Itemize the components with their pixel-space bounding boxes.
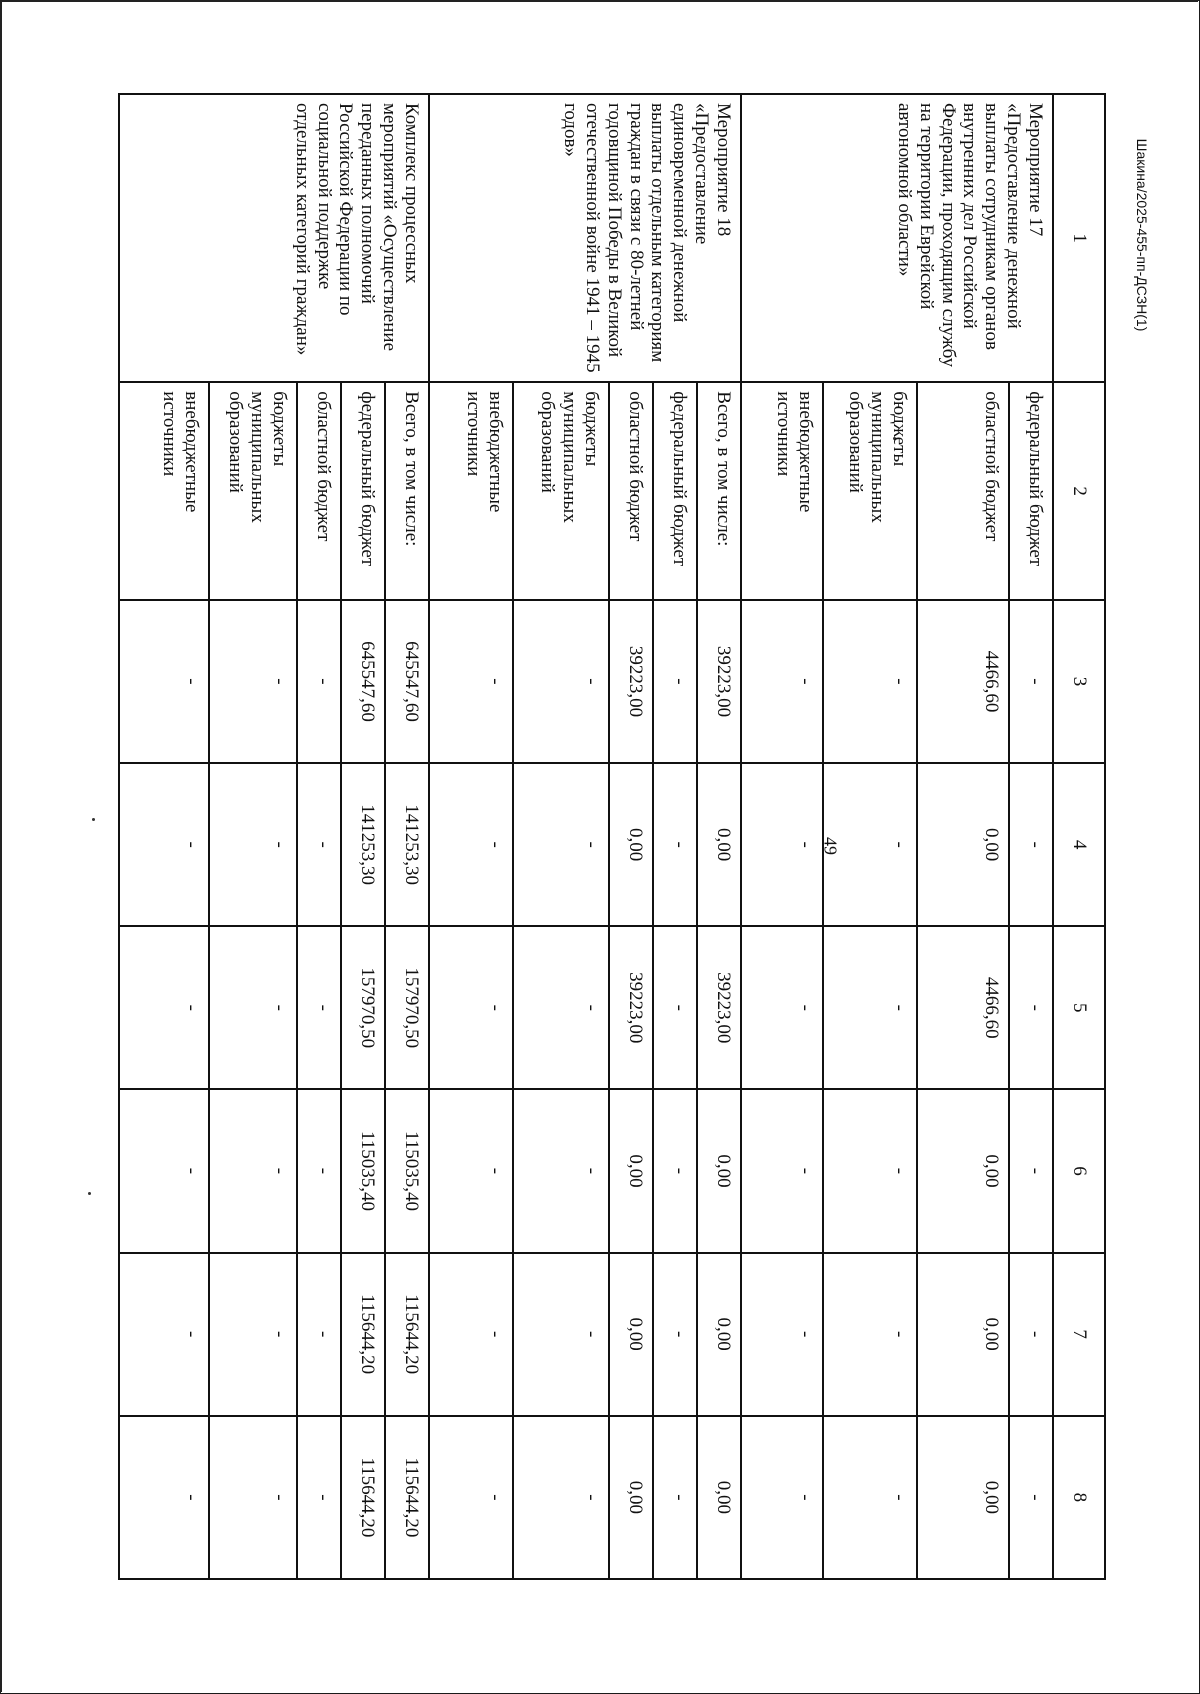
amount-cell: - (513, 600, 609, 763)
amount-cell: - (653, 600, 697, 763)
amount-cell: - (741, 926, 823, 1089)
amount-cell: - (823, 763, 917, 926)
amount-cell: - (297, 1089, 341, 1252)
funding-source-cell: федеральный бюджет (341, 382, 385, 600)
funding-source-cell: областной бюджет (297, 382, 341, 600)
event-name-cell: Мероприятие 17 «Предоставление денежной выплаты сотрудникам органов внутренних дел Российской Федерации, проходящим службу на территории Еврейской автономной области» (741, 94, 1053, 382)
amount-cell: 0,00 (917, 763, 1009, 926)
amount-cell: 0,00 (917, 1416, 1009, 1579)
amount-cell: - (823, 1416, 917, 1579)
funding-source-cell: федеральный бюджет (1009, 382, 1053, 600)
header-row (1053, 94, 1105, 1579)
column-header: 6 (1053, 1089, 1105, 1252)
amount-cell: - (209, 1416, 297, 1579)
amount-cell: - (1009, 763, 1053, 926)
amount-cell: - (429, 926, 513, 1089)
funding-source-cell: Всего, в том числе: (385, 382, 429, 600)
amount-cell: - (653, 1416, 697, 1579)
amount-cell: - (429, 600, 513, 763)
amount-cell: - (653, 1253, 697, 1416)
amount-cell: 141253,30 (341, 763, 385, 926)
amount-cell: 39223,00 (697, 926, 741, 1089)
amount-cell: 157970,50 (385, 926, 429, 1089)
amount-cell: - (297, 763, 341, 926)
amount-cell: 115644,20 (385, 1416, 429, 1579)
table-row (385, 94, 429, 1579)
funding-source-cell: бюджеты муниципальных образований (513, 382, 609, 600)
amount-cell: - (1009, 1089, 1053, 1252)
amount-cell: - (1009, 926, 1053, 1089)
table-row (1009, 94, 1053, 1579)
amount-cell: - (741, 763, 823, 926)
funding-source-cell: Всего, в том числе: (697, 382, 741, 600)
amount-cell: - (741, 1253, 823, 1416)
amount-cell: - (209, 600, 297, 763)
table-row (697, 94, 741, 1579)
column-header: 7 (1053, 1253, 1105, 1416)
event-name-cell: Комплекс процессных мероприятий «Осуществление переданных полномочий Российской Федерации по социальной поддержке отдельных категорий граждан» (119, 94, 429, 382)
column-header: 4 (1053, 763, 1105, 926)
amount-cell: 115644,20 (385, 1253, 429, 1416)
column-header: 1 (1053, 94, 1105, 382)
amount-cell: - (741, 1089, 823, 1252)
amount-cell: 39223,00 (609, 926, 653, 1089)
amount-cell: - (653, 1089, 697, 1252)
amount-cell: - (513, 1089, 609, 1252)
funding-source-cell: областной бюджет (917, 382, 1009, 600)
funding-source-cell: внебюджетные источники (119, 382, 209, 600)
amount-cell: 0,00 (609, 763, 653, 926)
amount-cell: 0,00 (697, 1416, 741, 1579)
column-header: 8 (1053, 1416, 1105, 1579)
amount-cell: 645547,60 (385, 600, 429, 763)
amount-cell: 0,00 (697, 1253, 741, 1416)
amount-cell: 115035,40 (341, 1089, 385, 1252)
amount-cell: 0,00 (917, 1253, 1009, 1416)
amount-cell: 0,00 (609, 1416, 653, 1579)
column-header: 3 (1053, 600, 1105, 763)
amount-cell: 39223,00 (609, 600, 653, 763)
amount-cell: - (823, 1253, 917, 1416)
amount-cell: - (209, 926, 297, 1089)
funding-source-cell: внебюджетные источники (429, 382, 513, 600)
scan-edge-top (0, 0, 1198, 2)
amount-cell: - (209, 1253, 297, 1416)
amount-cell: - (653, 763, 697, 926)
amount-cell: 0,00 (917, 1089, 1009, 1252)
funding-source-cell: бюджеты муниципальных образований (823, 382, 917, 600)
page-number: 49 (820, 837, 841, 855)
scan-speck (88, 1192, 91, 1195)
amount-cell: 115644,20 (341, 1416, 385, 1579)
funding-source-cell: бюджеты муниципальных образований (209, 382, 297, 600)
funding-source-cell: федеральный бюджет (653, 382, 697, 600)
amount-cell: 0,00 (697, 763, 741, 926)
amount-cell: - (513, 926, 609, 1089)
amount-cell: 0,00 (609, 1089, 653, 1252)
budget-table-rotated (159, 93, 1106, 1580)
amount-cell: - (209, 1089, 297, 1252)
amount-cell: - (513, 1416, 609, 1579)
amount-cell: - (1009, 600, 1053, 763)
amount-cell: - (741, 600, 823, 763)
amount-cell: 4466,60 (917, 600, 1009, 763)
funding-source-cell: внебюджетные источники (741, 382, 823, 600)
amount-cell: - (1009, 1253, 1053, 1416)
amount-cell: - (513, 1253, 609, 1416)
amount-cell: - (823, 1089, 917, 1252)
amount-cell: 645547,60 (341, 600, 385, 763)
amount-cell: - (119, 600, 209, 763)
amount-cell: - (297, 926, 341, 1089)
column-header: 5 (1053, 926, 1105, 1089)
amount-cell: - (429, 1089, 513, 1252)
amount-cell: - (741, 1416, 823, 1579)
amount-cell: - (429, 763, 513, 926)
funding-source-cell: областной бюджет (609, 382, 653, 600)
amount-cell: - (297, 1416, 341, 1579)
event-name-cell: Мероприятие 18 «Предоставление единовременной денежной выплаты отдельным категориям граждан в связи с 80-летней годовщиной Победы в Великой отечественной войне 1941 – 1945 годов» (429, 94, 741, 382)
scan-speck (92, 818, 95, 821)
amount-cell: - (823, 600, 917, 763)
amount-cell: - (119, 763, 209, 926)
amount-cell: 0,00 (697, 1089, 741, 1252)
amount-cell: - (119, 926, 209, 1089)
amount-cell: - (297, 600, 341, 763)
amount-cell: - (297, 1253, 341, 1416)
amount-cell: - (119, 1089, 209, 1252)
column-header: 2 (1053, 382, 1105, 600)
amount-cell: - (429, 1416, 513, 1579)
amount-cell: - (209, 763, 297, 926)
amount-cell: 141253,30 (385, 763, 429, 926)
amount-cell: - (823, 926, 917, 1089)
amount-cell: - (429, 1253, 513, 1416)
budget-table (118, 93, 1106, 1580)
amount-cell: - (653, 926, 697, 1089)
amount-cell: 157970,50 (341, 926, 385, 1089)
amount-cell: 0,00 (609, 1253, 653, 1416)
amount-cell: - (119, 1416, 209, 1579)
amount-cell: 4466,60 (917, 926, 1009, 1089)
scan-edge-left (0, 0, 2, 1692)
amount-cell: 115035,40 (385, 1089, 429, 1252)
amount-cell: - (119, 1253, 209, 1416)
document-code: Шакина/2025-455-пп-ДСЗН(1) (1134, 138, 1150, 332)
amount-cell: - (1009, 1416, 1053, 1579)
amount-cell: 39223,00 (697, 600, 741, 763)
amount-cell: - (513, 763, 609, 926)
amount-cell: 115644,20 (341, 1253, 385, 1416)
